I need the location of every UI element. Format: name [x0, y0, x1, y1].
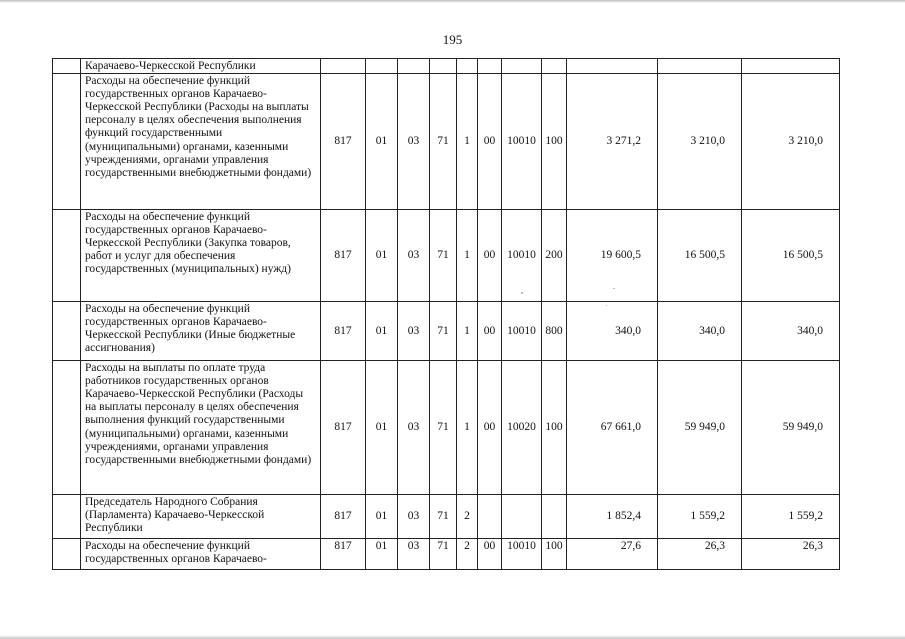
program-code: [430, 59, 457, 74]
table-row: [53, 210, 840, 302]
amount-year-2: 3 210,0: [658, 74, 742, 210]
expense-type-code: 100: [542, 539, 567, 570]
program-code: 71: [430, 74, 457, 210]
subsection-code: [398, 59, 430, 74]
program-code: 71: [430, 210, 457, 302]
blank-cell: [53, 59, 81, 74]
ministry-code: 817: [321, 74, 366, 210]
event-code: 00: [478, 302, 502, 361]
table-row: [53, 495, 840, 539]
subsection-code: 03: [398, 74, 430, 210]
program-code: 71: [430, 361, 457, 495]
direction-code: 10010: [502, 302, 542, 361]
amount-year-1: 1 852,4: [567, 495, 658, 539]
event-code: 00: [478, 74, 502, 210]
blank-cell: [53, 302, 81, 361]
row-name: Председатель Народного Собрания (Парламента) Карачаево-Черкесской Республики: [81, 495, 321, 539]
amount-year-3: 59 949,0: [742, 361, 840, 495]
amount-year-3: 16 500,5: [742, 210, 840, 302]
table-row: [53, 361, 840, 495]
section-code: 01: [366, 302, 398, 361]
amount-year-2: [658, 59, 742, 74]
blank-cell: [53, 361, 81, 495]
subprogram-code: 1: [457, 210, 478, 302]
scan-edge-bottom: [0, 635, 905, 639]
row-name: Карачаево-Черкесской Республики: [81, 59, 321, 74]
scan-edge-top: [0, 0, 905, 3]
event-code: 00: [478, 539, 502, 570]
program-code: 71: [430, 302, 457, 361]
subsection-code: 03: [398, 495, 430, 539]
subprogram-code: [457, 59, 478, 74]
subprogram-code: 1: [457, 74, 478, 210]
amount-year-3: 1 559,2: [742, 495, 840, 539]
expense-type-code: [542, 59, 567, 74]
expense-type-code: [542, 495, 567, 539]
section-code: 01: [366, 539, 398, 570]
section-code: 01: [366, 495, 398, 539]
table-row: [53, 74, 840, 210]
event-code: 00: [478, 361, 502, 495]
program-code: 71: [430, 539, 457, 570]
amount-year-1: 340,0: [567, 302, 658, 361]
amount-year-3: [742, 59, 840, 74]
subsection-code: 03: [398, 210, 430, 302]
blank-cell: [53, 74, 81, 210]
subprogram-code: 1: [457, 302, 478, 361]
ministry-code: 817: [321, 302, 366, 361]
row-name: Расходы на обеспечение функций государственных органов Карачаево-: [81, 539, 321, 570]
table-row: [53, 539, 840, 570]
row-name: Расходы на обеспечение функций государственных органов Карачаево-Черкесской Республики (Иные бюджетные ассигнования): [81, 302, 321, 361]
direction-code: 10010: [502, 210, 542, 302]
subprogram-code: 1: [457, 361, 478, 495]
blank-cell: [53, 495, 81, 539]
direction-code: 10020: [502, 361, 542, 495]
ministry-code: 817: [321, 210, 366, 302]
subsection-code: 03: [398, 361, 430, 495]
scan-speck: [521, 292, 523, 294]
blank-cell: [53, 210, 81, 302]
event-code: [478, 495, 502, 539]
subsection-code: 03: [398, 302, 430, 361]
ministry-code: 817: [321, 495, 366, 539]
direction-code: 10010: [502, 74, 542, 210]
amount-year-1: 3 271,2: [567, 74, 658, 210]
section-code: [366, 59, 398, 74]
row-name: Расходы на обеспечение функций государственных органов Карачаево-Черкесской Республики (Закупка товаров, работ и услуг для обеспечения государственных (муниципальных) нужд): [81, 210, 321, 302]
direction-code: [502, 495, 542, 539]
budget-table: [52, 58, 840, 570]
amount-year-3: 3 210,0: [742, 74, 840, 210]
event-code: 00: [478, 210, 502, 302]
ministry-code: [321, 59, 366, 74]
row-name: Расходы на обеспечение функций государственных органов Карачаево-Черкесской Республики (Расходы на выплаты персоналу в целях обеспечения выполнения функций государственными (муниципальными) органами, казенными учреждениями, органами управления государственными внебюджетными фондами): [81, 74, 321, 210]
amount-year-2: 16 500,5: [658, 210, 742, 302]
amount-year-3: 26,3: [742, 539, 840, 570]
blank-cell: [53, 539, 81, 570]
subprogram-code: 2: [457, 539, 478, 570]
ministry-code: 817: [321, 361, 366, 495]
amount-year-1: 19 600,5: [567, 210, 658, 302]
direction-code: 10010: [502, 539, 542, 570]
ministry-code: 817: [321, 539, 366, 570]
amount-year-3: 340,0: [742, 302, 840, 361]
section-code: 01: [366, 74, 398, 210]
amount-year-1: 27,6: [567, 539, 658, 570]
section-code: 01: [366, 361, 398, 495]
amount-year-1: 67 661,0: [567, 361, 658, 495]
expense-type-code: 100: [542, 74, 567, 210]
table-row: [53, 302, 840, 361]
scan-speck: [606, 305, 607, 306]
expense-type-code: 800: [542, 302, 567, 361]
event-code: [478, 59, 502, 74]
subprogram-code: 2: [457, 495, 478, 539]
amount-year-2: 26,3: [658, 539, 742, 570]
table-row: [53, 59, 840, 74]
amount-year-2: 1 559,2: [658, 495, 742, 539]
section-code: 01: [366, 210, 398, 302]
amount-year-1: [567, 59, 658, 74]
subsection-code: 03: [398, 539, 430, 570]
expense-type-code: 200: [542, 210, 567, 302]
expense-type-code: 100: [542, 361, 567, 495]
program-code: 71: [430, 495, 457, 539]
scan-speck: [613, 288, 615, 289]
amount-year-2: 340,0: [658, 302, 742, 361]
direction-code: [502, 59, 542, 74]
amount-year-2: 59 949,0: [658, 361, 742, 495]
row-name: Расходы на выплаты по оплате труда работников государственных органов Карачаево-Черкесской Республики (Расходы на выплаты персоналу в целях обеспечения выполнения функций государственными (муниципальными) органами, казенными учреждениями, органами управления государственными внебюджетными фондами): [81, 361, 321, 495]
page-number: 195: [442, 32, 463, 47]
